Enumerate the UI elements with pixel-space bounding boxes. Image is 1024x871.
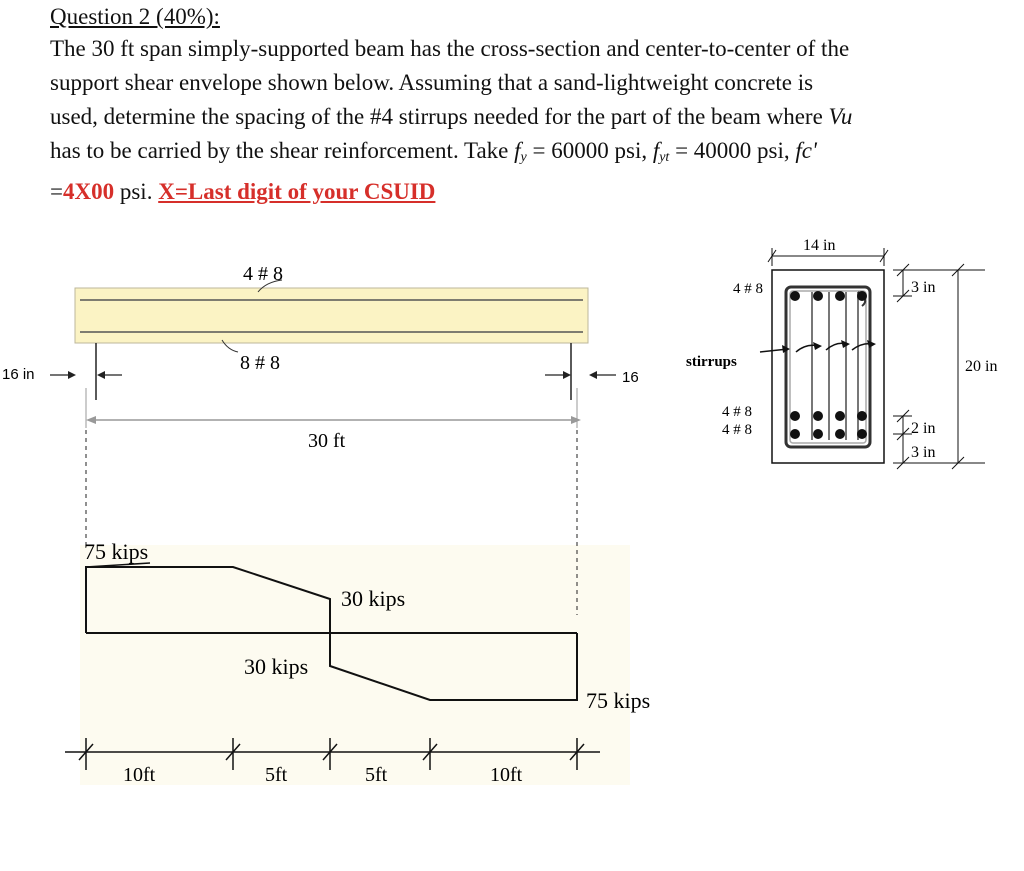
section-width-label: 14 in <box>803 237 836 254</box>
bottom-spacing-label: 2 in <box>911 420 936 437</box>
question-line-2: support shear envelope shown below. Assuming that a sand-lightweight concrete is <box>50 70 814 95</box>
left-max-shear-label: 75 kips <box>84 539 149 564</box>
span-label: 30 ft <box>308 430 346 452</box>
question-heading: Question 2 (40%): <box>50 4 220 29</box>
right-support-width-label: 16 <box>622 369 639 386</box>
fy-symbol: f <box>514 138 521 163</box>
right-arrow-1-head <box>563 371 571 379</box>
fyt-symbol: f <box>652 138 660 163</box>
span-arrow-left <box>86 416 96 424</box>
section-top-bars-label: 4 # 8 <box>733 281 763 297</box>
beam-body <box>75 288 588 343</box>
top-bar-label: 4 # 8 <box>243 263 283 285</box>
question-line-3: used, determine the spacing of the #4 stirrups needed for the part of the beam where Vu <box>50 104 853 129</box>
fc-value: 4X00 <box>62 179 115 204</box>
bottom-bar-label: 8 # 8 <box>240 352 280 374</box>
question-line-4: has to be carried by the shear reinforcement. Take $f_y = 60000$ psi, $f_{yt} = 40000$ psi, fc' <box>50 138 817 165</box>
segment-1-label: 10ft <box>123 764 156 786</box>
right-arrow-2-head <box>589 371 597 379</box>
segment-2-label: 5ft <box>265 764 288 786</box>
span-arrow-right <box>571 416 581 424</box>
cross-section <box>686 237 997 469</box>
left-support-width-label: 16 in <box>2 366 35 383</box>
section-bottom-bars-label-2: 4 # 8 <box>722 422 752 438</box>
bottom-cover-label: 3 in <box>911 444 936 461</box>
shear-diagram-background <box>80 545 630 785</box>
left-arrow-1-head <box>68 371 76 379</box>
section-height-label: 20 in <box>965 358 998 375</box>
vu-symbol: Vu <box>828 104 853 129</box>
mid-negative-shear-label: 30 kips <box>244 654 309 679</box>
right-max-shear-label: 75 kips <box>586 688 651 713</box>
question-line-1: The 30 ft span simply-supported beam has the cross-section and center-to-center of the <box>50 36 850 61</box>
segment-3-label: 5ft <box>365 764 388 786</box>
top-cover-label: 3 in <box>911 279 936 296</box>
stirrups-label: stirrups <box>686 354 737 370</box>
segment-4-label: 10ft <box>490 764 523 786</box>
fc-symbol: fc' <box>795 138 817 163</box>
mid-positive-shear-label: 30 kips <box>341 586 406 611</box>
left-arrow-2-head <box>97 371 105 379</box>
section-bottom-bars-label-1: 4 # 8 <box>722 404 752 420</box>
csuid-note: X=Last digit of your CSUID <box>158 179 436 204</box>
question-line-5: =4X00 psi. X=Last digit of your CSUID <box>50 179 436 204</box>
